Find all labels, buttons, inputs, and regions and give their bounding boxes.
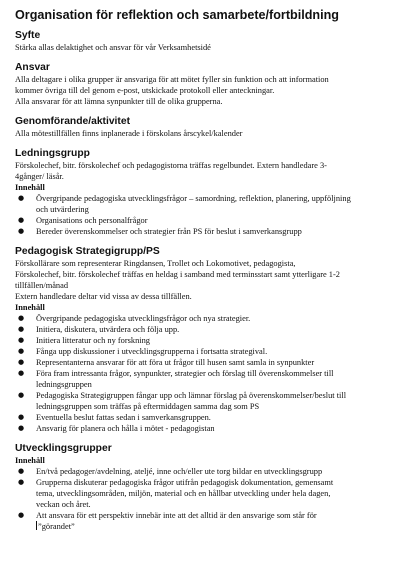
list-item-line: Föra fram intressanta frågor, synpunkter, strategier och förslag till överenskommelser till (36, 369, 334, 378)
list-item (15, 412, 398, 423)
section-heading: Pedagogisk Strategigrupp/PS (15, 246, 160, 257)
bullet-list (15, 466, 398, 532)
section-ansvar (15, 61, 398, 107)
document-title: Organisation för reflektion och samarbete/fortbildning (15, 8, 339, 22)
bullet-icon: ● (18, 227, 25, 235)
list-item (15, 313, 398, 324)
list-item-line: Ansvarig för planera och hålla i mötet - pedagogistan (36, 424, 215, 433)
section-syfte (15, 29, 398, 53)
section-body (15, 74, 398, 107)
bullet-icon: ● (18, 325, 25, 333)
list-item (15, 335, 398, 346)
bullet-icon: ● (18, 336, 25, 344)
list-item-line: ”görandet” (38, 522, 75, 531)
bullet-icon: ● (18, 478, 25, 486)
list-item-line: ledningsgruppen (36, 380, 92, 389)
list-item (15, 215, 398, 226)
list-item-line: Representanterna ansvarar för att föra ut frågor till husen samt samla in synpunkter (36, 358, 315, 367)
bullet-icon: ● (18, 511, 25, 519)
bullet-icon: ● (18, 391, 25, 399)
list-item-line: Bereder överenskommelser och strategier från PS för beslut i samverkansgrupp (36, 227, 302, 236)
list-item-line: En/två pedagoger/avdelning, ateljé, inne och/eller ute torg bildar en utvecklingsgrupp (36, 467, 323, 476)
list-item-line: Pedagogiska Strategigruppen fångar upp och lämnar förslag på överenskommelser/beslut till (36, 391, 347, 400)
section-heading: Ledningsgrupp (15, 148, 90, 159)
list-item (15, 510, 398, 532)
list-item-line: Initiera litteratur och ny forskning (36, 336, 150, 345)
bullet-icon: ● (18, 194, 25, 202)
bullet-list (15, 313, 398, 434)
list-item-line: Fånga upp diskussioner i utvecklingsgrupperna i fortsatta strategival. (36, 347, 268, 356)
list-item (15, 346, 398, 357)
list-item (15, 226, 398, 237)
section-body (15, 258, 398, 434)
list-item (15, 193, 398, 215)
list-item (15, 368, 398, 390)
list-item-line: Övergripande pedagogiska utvecklingsfrågor och nya strategier. (36, 314, 251, 323)
list-item-line: Övergripande pedagogiska utvecklingsfrågor – samordning, reflektion, planering, uppföljning (36, 194, 351, 203)
bullet-icon: ● (18, 216, 25, 224)
list-item (15, 466, 398, 477)
bullet-icon: ● (18, 467, 25, 475)
list-item (15, 357, 398, 368)
list-item-line: ledningsgruppen som träffas på eftermiddagen samma dag som PS (36, 402, 260, 411)
list-item (15, 423, 398, 434)
list-item (15, 324, 398, 335)
paragraph-line: Alla deltagare i olika grupper är ansvariga för att mötet fyller sin funktion och att information (15, 75, 329, 84)
paragraph-line: Förskollärare som representerar Ringdansen, Trollet och Lokomotivet, pedagogista, (15, 259, 296, 268)
section-genomforande (15, 115, 398, 139)
section-body (15, 455, 398, 532)
bullet-icon: ● (18, 314, 25, 322)
section-strategigrupp (15, 245, 398, 434)
list-item (15, 477, 398, 510)
section-heading: Syfte (15, 30, 41, 41)
paragraph-line: Förskolechef, bitr. förskolechef träffas en heldag i samband med terminsstart samt ytterligare 1-2 (15, 270, 340, 279)
list-item-line: veckan och året. (36, 500, 91, 509)
innehall-label: Innehåll (15, 303, 45, 312)
section-body (15, 160, 398, 237)
bullet-icon: ● (18, 413, 25, 421)
paragraph-line: 4gånger/ läsår. (15, 172, 64, 181)
paragraph-line: Extern handledare deltar vid vissa av dessa tillfällen. (15, 292, 192, 301)
text-cursor (36, 521, 37, 530)
section-heading: Genomförande/aktivitet (15, 116, 131, 127)
list-item-line: Grupperna diskuterar pedagogiska frågor utifrån pedagogisk dokumentation, gemensamt (36, 478, 334, 487)
list-item-line: Initiera, diskutera, utvärdera och följa upp. (36, 325, 180, 334)
innehall-label: Innehåll (15, 456, 45, 465)
bullet-icon: ● (18, 369, 25, 377)
paragraph-line: tillfällen/månad (15, 281, 69, 290)
paragraph-line: Förskolechef, bitr. förskolechef och pedagogistorna träffas regelbundet. Extern handledare 3- (15, 161, 327, 170)
section-body (15, 42, 398, 53)
bullet-icon: ● (18, 358, 25, 366)
list-item-line: Eventuella beslut fattas sedan i samverkansgruppen. (36, 413, 211, 422)
bullet-icon: ● (18, 347, 25, 355)
section-utvecklingsgrupper (15, 442, 398, 532)
list-item-line: Att ansvara för ett perspektiv innebär inte att det alltid är den ansvarige som står för (36, 511, 317, 520)
paragraph-line: Alla mötestillfällen finns inplanerade i förskolans årscykel/kalender (15, 129, 243, 138)
paragraph-line: Stärka allas delaktighet och ansvar för vår Verksamhetsidé (15, 43, 211, 52)
list-item-line: och utvärdering (36, 205, 89, 214)
section-body (15, 128, 398, 139)
section-heading: Utvecklingsgrupper (15, 443, 112, 454)
section-heading: Ansvar (15, 62, 50, 73)
list-item (15, 390, 398, 412)
bullet-icon: ● (18, 424, 25, 432)
paragraph-line: kommer övriga till del genom e-post, utskickade protokoll eller anteckningar. (15, 86, 275, 95)
list-item-line: tema, utvecklingsområden, miljön, material och en hållbar utveckling under hela dagen, (36, 489, 331, 498)
innehall-label: Innehåll (15, 183, 45, 192)
paragraph-line: Alla ansvarar för att lämna synpunkter till de olika grupperna. (15, 97, 223, 106)
list-item-line: Organisations och personalfrågor (36, 216, 148, 225)
bullet-list (15, 193, 398, 237)
section-ledningsgrupp (15, 147, 398, 237)
